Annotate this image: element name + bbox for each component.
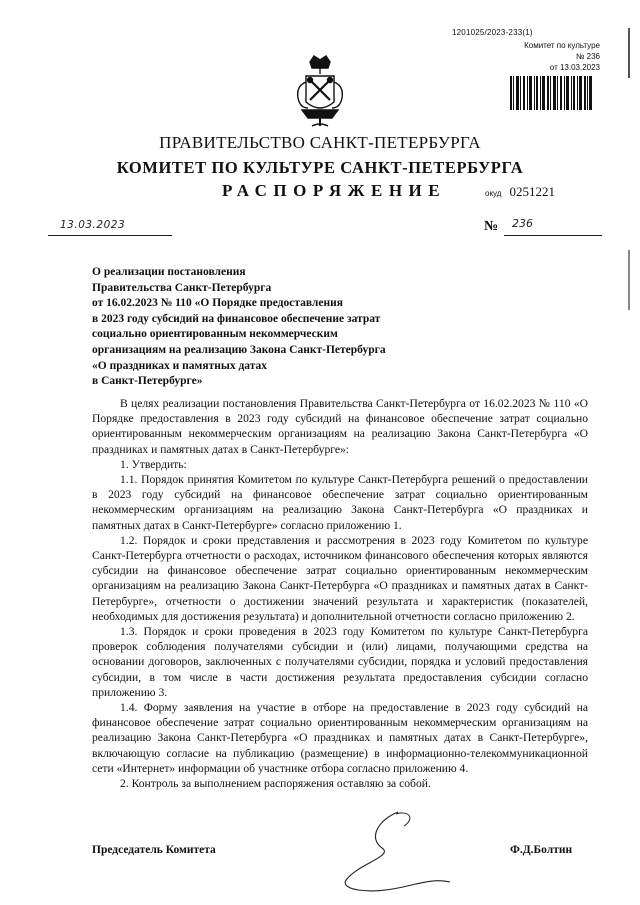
item-1-1: 1.1. Порядок принятия Комитетом по культуре Санкт-Петербурга решений о предоставлении в 2023 году субсидий на финансовое обеспечение затрат социально ориентированным некоммерческим организациям на реализацию Закона Санкт-Петербурга «О праздниках и памятных датах в Санкт-Петербурге» согласно приложению 1. — [92, 473, 588, 532]
registration-id: 1201025/2023-233(1) — [452, 28, 533, 37]
subject-line: от 16.02.2023 № 110 «О Порядке предоставления — [92, 297, 343, 310]
registration-stamp — [500, 40, 600, 73]
barcode-icon — [510, 76, 592, 110]
subject-line: организациям на реализацию Закона Санкт-Петербурга — [92, 343, 386, 356]
stamp-line: от 13.03.2023 — [549, 63, 600, 72]
item-1-3: 1.3. Порядок и сроки проведения в 2023 году Комитетом по культуре Санкт-Петербурга проверок соблюдения получателями субсидии и (или) лицами, получающими средства на основании договоров, заключенных с получателями субсидии, порядка и условий предоставления субсидии, в том числе в части достижения результата предоставления субсидии согласно приложению 3. — [92, 625, 588, 699]
item-2: 2. Контроль за выполнением распоряжения оставляю за собой. — [120, 777, 431, 791]
government-title: ПРАВИТЕЛЬСТВО САНКТ-ПЕТЕРБУРГА — [159, 133, 481, 152]
scan-edge-mark — [628, 250, 630, 310]
subject-line: социально ориентированным некоммерческим — [92, 328, 338, 341]
document-number: 236 — [512, 217, 533, 230]
document-date: 13.03.2023 — [60, 219, 126, 231]
subject-line: в 2023 году субсидий на финансовое обеспечение затрат — [92, 312, 381, 325]
okud-value: 0251221 — [509, 184, 555, 199]
subject-line: «О праздниках и памятных датах — [92, 359, 268, 372]
signatory-name: Ф.Д.Болтин — [510, 844, 573, 856]
document-body — [92, 396, 588, 791]
document-subject — [92, 265, 422, 390]
item-1: 1. Утвердить: — [120, 457, 187, 471]
subject-line: в Санкт-Петербурге» — [92, 375, 203, 388]
stamp-line: № 236 — [575, 52, 600, 61]
subject-line: О реализации постановления — [92, 266, 246, 278]
item-1-2: 1.2. Порядок и сроки представления и рассмотрения в 2023 году Комитетом по культуре Санкт-Петербурга отчетности о расходах, источником финансового обеспечения которых являются субсидии на финансовое обеспечение затрат социально ориентированным некоммерческим организациям на реализацию Закона Санкт-Петербурга «О праздниках и памятных датах в Санкт-Петербурге», отчетности о достижении значений результата и характеристик (показателей, необходимых для достижения результата) и дополнительной отчетности согласно приложению 2. — [92, 533, 588, 623]
okud-label: окуд — [485, 189, 502, 198]
subject-line: Правительства Санкт-Петербурга — [92, 281, 272, 294]
coat-of-arms-icon — [292, 52, 348, 132]
stamp-line: Комитет по культуре — [524, 41, 600, 50]
handwritten-signature — [338, 808, 458, 898]
number-label: № — [484, 219, 499, 234]
committee-title: КОМИТЕТ ПО КУЛЬТУРЕ САНКТ-ПЕТЕРБУРГА — [116, 158, 524, 177]
intro-paragraph: В целях реализации постановления Правительства Санкт-Петербурга от 16.02.2023 № 110 «О Порядке предоставления в 2023 году субсидий на финансовое обеспечение затрат социально ориентированным некоммерческим организациям на реализацию Закона Санкт-Петербурга «О праздниках и памятных датах в Санкт-Петербурге»: — [92, 397, 588, 456]
okud-code — [485, 183, 555, 201]
item-1-4: 1.4. Форму заявления на участие в отборе на предоставление в 2023 году субсидий на финансовое обеспечение затрат социально ориентированным некоммерческим организациям на реализацию Закона Санкт-Петербурга «О праздниках и памятных датах в Санкт-Петербурге», включающую согласие на публикацию (размещение) в информационно-телекоммуникационной сети «Интернет» информации об участнике отбора согласно приложению 4. — [92, 701, 588, 775]
signatory-position: Председатель Комитета — [92, 844, 216, 856]
document-type: РАСПОРЯЖЕНИЕ — [222, 181, 447, 200]
scan-edge-mark — [628, 28, 630, 78]
